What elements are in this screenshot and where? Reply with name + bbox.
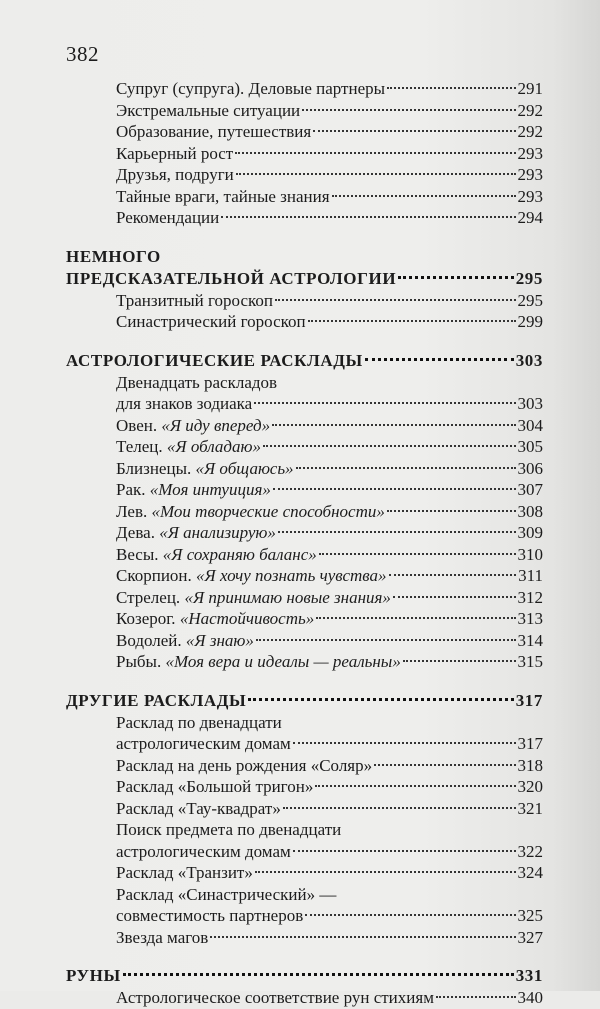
entry-title — [116, 587, 391, 609]
dot-leader — [255, 871, 516, 873]
toc-entry-line — [66, 372, 543, 394]
entry-title — [116, 290, 273, 312]
table-of-contents — [66, 78, 543, 1009]
toc-entry-line — [66, 884, 543, 906]
section-title: НЕМНОГО — [66, 246, 161, 266]
section-heading[interactable] — [66, 268, 543, 290]
entry-title — [116, 311, 306, 333]
dot-leader — [248, 698, 513, 701]
dot-leader — [235, 152, 515, 154]
entry-text: Овен. — [116, 415, 162, 435]
entry-text: Экстремальные ситуации — [116, 100, 301, 120]
section-title: ПРЕДСКАЗАТЕЛЬНОЙ АСТРОЛОГИИ — [66, 268, 397, 288]
toc-entry[interactable] — [66, 522, 543, 544]
entry-text: Друзья, подруги — [116, 165, 234, 184]
entry-title — [116, 458, 294, 480]
entry-text: для знаков зодиака — [116, 394, 253, 413]
dot-leader — [254, 402, 515, 404]
section-heading-line — [66, 246, 543, 268]
entry-italic: «Я анализирую» — [159, 523, 276, 542]
entry-page-number: 321 — [517, 798, 543, 818]
toc-entry[interactable] — [66, 121, 543, 143]
toc-entry[interactable] — [66, 164, 543, 186]
entry-text: Телец. — [116, 437, 167, 456]
entry-title — [116, 143, 233, 165]
entry-italic: «Я сохраняю баланс» — [162, 544, 317, 564]
section-heading[interactable] — [66, 690, 543, 712]
entry-page-number: 327 — [517, 927, 543, 947]
toc-entry[interactable] — [66, 143, 543, 165]
dot-leader — [283, 807, 516, 809]
entry-text: Стрелец. — [116, 587, 185, 607]
dot-leader — [436, 996, 516, 998]
entry-page-number: 308 — [517, 501, 543, 521]
entry-text: астрологическим домам — [116, 734, 291, 753]
entry-title — [116, 207, 219, 229]
entry-page-number: 292 — [517, 100, 543, 120]
toc-entry-line — [66, 712, 543, 734]
entry-page-number: 294 — [517, 208, 543, 227]
entry-title — [116, 755, 372, 777]
entry-page-number: 303 — [517, 394, 543, 413]
entry-title — [116, 862, 253, 884]
entry-page-number: 305 — [517, 437, 543, 456]
dot-leader — [293, 850, 516, 852]
dot-leader — [293, 742, 516, 744]
toc-entry[interactable] — [66, 927, 543, 949]
toc-entry[interactable] — [66, 100, 543, 122]
entry-title: Двенадцать раскладов — [116, 372, 278, 392]
entry-page-number: 322 — [517, 841, 543, 861]
entry-title — [116, 608, 314, 630]
entry-text: Дева. — [116, 523, 160, 542]
entry-page-number: 314 — [517, 630, 543, 650]
toc-entry[interactable] — [66, 565, 543, 587]
dot-leader — [319, 553, 516, 555]
entry-text: Расклад на день рождения «Соляр» — [116, 755, 373, 775]
section-title: АСТРОЛОГИЧЕСКИЕ РАСКЛАДЫ — [66, 350, 363, 370]
dot-leader — [272, 424, 515, 426]
entry-page-number: 299 — [517, 312, 543, 331]
entry-title — [116, 565, 387, 587]
entry-text: Расклад «Большой тригон» — [116, 777, 314, 796]
entry-title: Расклад по двенадцати — [116, 712, 282, 732]
dot-leader — [313, 130, 515, 132]
toc-entry[interactable] — [66, 987, 543, 1009]
entry-text: Супруг (супруга). Деловые партнеры — [116, 79, 386, 98]
entry-text: Рыбы. — [116, 652, 166, 671]
entry-title: Расклад «Синастрический» — — [116, 884, 337, 904]
toc-entry[interactable] — [66, 651, 543, 673]
entry-text: Образование, путешествия — [116, 122, 312, 141]
dot-leader — [296, 467, 516, 469]
entry-page-number: 312 — [517, 587, 543, 607]
entry-title — [116, 78, 385, 100]
toc-entry[interactable] — [66, 186, 543, 208]
entry-italic: «Мои творческие способности» — [151, 501, 385, 521]
entry-page-number: 311 — [518, 566, 543, 585]
dot-leader — [302, 109, 515, 111]
entry-page-number: 293 — [517, 143, 543, 163]
dot-leader — [263, 445, 516, 447]
entry-text: Лев. — [116, 501, 152, 521]
entry-page-number: 293 — [517, 165, 543, 184]
entry-title — [116, 776, 313, 798]
entry-title — [116, 733, 291, 755]
dot-leader — [221, 216, 515, 218]
entry-page-number: 310 — [517, 544, 543, 564]
toc-entry[interactable] — [66, 841, 543, 863]
dot-leader — [256, 639, 516, 641]
entry-text: Рекомендации — [116, 208, 220, 227]
entry-italic: «Я общаюсь» — [195, 458, 294, 478]
section-page-number: 317 — [515, 690, 543, 710]
toc-entry-line — [66, 819, 543, 841]
dot-leader — [332, 195, 516, 197]
entry-title — [116, 479, 271, 501]
entry-text: Звезда магов — [116, 927, 209, 947]
entry-page-number: 306 — [517, 458, 543, 478]
toc-entry[interactable] — [66, 862, 543, 884]
entry-page-number: 295 — [517, 290, 543, 310]
entry-page-number: 292 — [517, 122, 543, 141]
section-heading[interactable] — [66, 965, 543, 987]
toc-entry[interactable] — [66, 798, 543, 820]
entry-page-number: 291 — [517, 79, 543, 98]
entry-page-number: 304 — [517, 415, 543, 435]
entry-title — [116, 501, 385, 523]
entry-italic: «Я знаю» — [185, 630, 254, 650]
entry-title — [116, 905, 303, 927]
toc-entry[interactable] — [66, 207, 543, 229]
entry-page-number: 324 — [517, 863, 543, 882]
entry-page-number: 307 — [517, 480, 543, 499]
section-gap — [66, 948, 543, 965]
entry-page-number: 317 — [517, 734, 543, 753]
toc-entry[interactable] — [66, 776, 543, 798]
entry-page-number: 293 — [517, 186, 543, 206]
section-page-number: 331 — [515, 966, 543, 985]
toc-entry[interactable] — [66, 905, 543, 927]
dot-leader — [273, 488, 516, 490]
entry-text: Расклад «Тау-квадрат» — [116, 798, 281, 818]
entry-page-number: 340 — [517, 988, 543, 1007]
entry-text: Весы. — [116, 544, 163, 564]
dot-leader — [374, 764, 515, 766]
dot-leader — [389, 574, 517, 576]
toc-entry[interactable] — [66, 501, 543, 523]
entry-italic: «Я иду вперед» — [161, 415, 271, 435]
toc-entry[interactable] — [66, 78, 543, 100]
dot-leader — [315, 785, 515, 787]
toc-entry[interactable] — [66, 311, 543, 333]
entry-title — [116, 630, 254, 652]
entry-text: совместимость партнеров — [116, 906, 304, 925]
entry-italic: «Я хочу познать чувства» — [196, 566, 387, 585]
section-gap — [66, 229, 543, 246]
entry-title — [116, 651, 401, 673]
entry-text: Тайные враги, тайные знания — [116, 186, 330, 206]
entry-text: Транзитный гороскоп — [116, 290, 274, 310]
section-title: РУНЫ — [66, 966, 121, 985]
entry-page-number: 318 — [517, 755, 543, 775]
dot-leader — [278, 531, 516, 533]
entry-title — [116, 798, 281, 820]
dot-leader — [393, 596, 516, 598]
entry-title — [116, 841, 291, 863]
entry-text: Скорпион. — [116, 566, 197, 585]
section-gap — [66, 333, 543, 350]
entry-text: астрологическим домам — [116, 841, 291, 861]
toc-entry[interactable] — [66, 544, 543, 566]
entry-title — [116, 522, 276, 544]
dot-leader — [210, 936, 515, 938]
entry-title — [116, 987, 434, 1009]
entry-italic: «Я обладаю» — [166, 437, 261, 456]
toc-entry[interactable] — [66, 436, 543, 458]
toc-entry[interactable] — [66, 755, 543, 777]
toc-entry[interactable] — [66, 608, 543, 630]
section-page-number: 303 — [515, 350, 543, 370]
section-heading[interactable] — [66, 350, 543, 372]
entry-text: Козерог. — [116, 609, 180, 628]
section-title: ДРУГИЕ РАСКЛАДЫ — [66, 690, 247, 710]
entry-page-number: 315 — [517, 652, 543, 671]
entry-title — [116, 186, 330, 208]
entry-text: Астрологическое соответствие рун стихиям — [116, 988, 434, 1007]
dot-leader — [387, 510, 516, 512]
toc-entry[interactable] — [66, 733, 543, 755]
entry-text: Карьерный рост — [116, 143, 234, 163]
entry-title — [116, 436, 261, 458]
entry-text: Синастрический гороскоп — [116, 312, 306, 331]
dot-leader — [398, 276, 513, 279]
entry-italic: «Моя вера и идеалы — реальны» — [165, 652, 401, 671]
dot-leader — [403, 660, 516, 662]
toc-entry[interactable] — [66, 393, 543, 415]
entry-title — [116, 164, 234, 186]
entry-page-number: 320 — [517, 777, 543, 796]
entry-title: Поиск предмета по двенадцати — [116, 820, 342, 839]
section-page-number: 295 — [515, 268, 543, 288]
entry-title — [116, 100, 300, 122]
entry-title — [116, 393, 252, 415]
entry-italic: «Моя интуиция» — [149, 480, 271, 499]
entry-text: Рак. — [116, 480, 150, 499]
dot-leader — [236, 173, 516, 175]
entry-italic: «Настойчивость» — [179, 609, 315, 628]
toc-entry[interactable] — [66, 630, 543, 652]
entry-page-number: 313 — [517, 609, 543, 628]
toc-entry[interactable] — [66, 290, 543, 312]
entry-title — [116, 415, 270, 437]
dot-leader — [275, 299, 515, 301]
entry-title — [116, 121, 311, 143]
dot-leader — [123, 973, 514, 976]
dot-leader — [387, 87, 515, 89]
entry-title — [116, 544, 317, 566]
dot-leader — [316, 617, 515, 619]
section-gap — [66, 673, 543, 690]
dot-leader — [305, 914, 515, 916]
page-number: 382 — [66, 42, 99, 66]
dot-leader — [308, 320, 516, 322]
entry-text: Расклад «Транзит» — [116, 863, 253, 882]
entry-italic: «Я принимаю новые знания» — [184, 587, 391, 607]
dot-leader — [365, 358, 514, 361]
entry-title — [116, 927, 208, 949]
toc-entry[interactable] — [66, 587, 543, 609]
toc-entry[interactable] — [66, 479, 543, 501]
entry-page-number: 325 — [517, 906, 543, 925]
entry-text: Водолей. — [116, 630, 186, 650]
entry-text: Близнецы. — [116, 458, 196, 478]
toc-entry[interactable] — [66, 458, 543, 480]
toc-entry[interactable] — [66, 415, 543, 437]
entry-page-number: 309 — [517, 523, 543, 542]
